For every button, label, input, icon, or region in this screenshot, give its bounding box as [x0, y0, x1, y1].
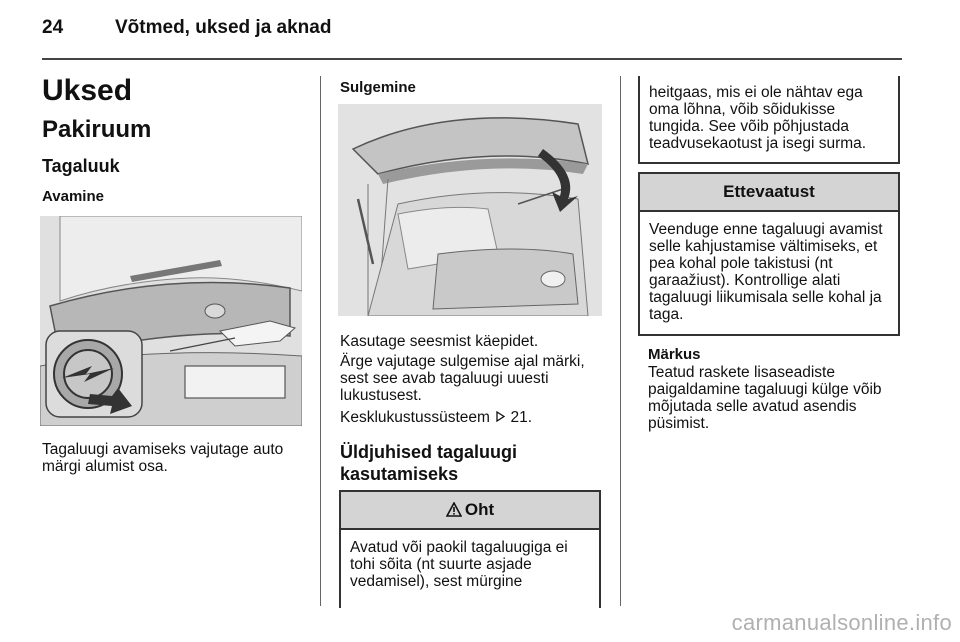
caution-box	[638, 172, 900, 336]
note-heading: Märkus	[648, 346, 701, 363]
text-line: püsimist.	[648, 415, 710, 432]
column-divider	[320, 76, 321, 606]
text-line: selle kahjustamise vältimiseks, et	[649, 238, 878, 255]
column-divider	[620, 76, 621, 606]
page-number: 24	[42, 17, 64, 38]
text-line: heitgaas, mis ei ole nähtav ega	[649, 84, 863, 101]
avamine-paragraph	[42, 441, 283, 475]
heading-line: Üldjuhised tagaluugi	[340, 442, 518, 462]
tailgate-opening-illustration	[40, 216, 302, 426]
subheading-avamine: Avamine	[42, 188, 104, 205]
text-line: Kesklukustussüsteem	[340, 409, 490, 426]
section-heading-tagaluuk: Tagaluuk	[42, 156, 120, 176]
warning-triangle-icon	[446, 494, 462, 530]
text-line: Avatud või paokil tagaluugiga ei	[350, 539, 568, 556]
danger-box	[339, 490, 601, 608]
note-paragraph	[648, 364, 882, 432]
text-line: lukustusest.	[340, 387, 422, 404]
text-line: teadvusekaotust ja isegi surma.	[649, 135, 867, 152]
text-line: Kasutage seesmist käepidet.	[340, 333, 539, 350]
text-line: Tagaluugi avamiseks vajutage auto	[42, 441, 284, 458]
tailgate-closing-illustration	[338, 104, 602, 316]
text-line: Teatud raskete lisaseadiste	[648, 364, 835, 381]
text-line: garaažiust). Kontrollige alati	[649, 272, 841, 289]
heading-line: kasutamiseks	[340, 464, 459, 484]
header-title: Võtmed, uksed ja aknad	[115, 17, 332, 38]
header-rule	[42, 58, 902, 60]
text-line: paigaldamine tagaluugi külge võib	[648, 381, 882, 398]
sulgemine-paragraph-3	[340, 409, 532, 426]
section-heading-uksed: Uksed	[42, 74, 133, 107]
danger-box-title: Oht	[464, 500, 495, 519]
watermark: carmanualsonline.info	[731, 610, 952, 635]
caution-box-header: Ettevaatust	[640, 174, 898, 212]
sulgemine-paragraph-1	[340, 333, 538, 350]
text-line: taga.	[649, 306, 684, 323]
text-line: tagaluugi liikumisala selle kohal ja	[649, 289, 882, 306]
danger-box-header	[341, 492, 599, 530]
text-line: tungida. See võib põhjustada	[649, 118, 849, 135]
text-line: sest see avab tagaluugi uuesti	[340, 370, 549, 387]
page-reference[interactable]: 21.	[510, 409, 533, 426]
text-line: tohi sõita (nt suurte asjade	[350, 556, 532, 573]
sulgemine-paragraph-2	[340, 353, 585, 404]
text-line: vedamisel), sest mürgine	[350, 573, 523, 590]
page-reference-arrow-icon[interactable]	[494, 409, 506, 426]
caution-box-body	[640, 212, 898, 323]
danger-box-continued	[638, 76, 900, 164]
danger-box-continued-body	[640, 76, 898, 152]
section-heading-pakiruum: Pakiruum	[42, 116, 152, 143]
text-line: mõjutada selle avatud asendis	[648, 398, 857, 415]
text-line: märgi alumist osa.	[42, 458, 168, 475]
subheading-sulgemine: Sulgemine	[340, 79, 416, 96]
danger-box-body	[341, 530, 599, 590]
text-line: oma lõhna, võib sõidukisse	[649, 101, 836, 118]
text-line: pea kohal pole takistusi (nt	[649, 255, 833, 272]
text-line: Veenduge enne tagaluugi avamist	[649, 221, 883, 238]
section-heading-uldjuhised	[340, 441, 517, 485]
text-line: Ärge vajutage sulgemise ajal märki,	[340, 353, 585, 370]
